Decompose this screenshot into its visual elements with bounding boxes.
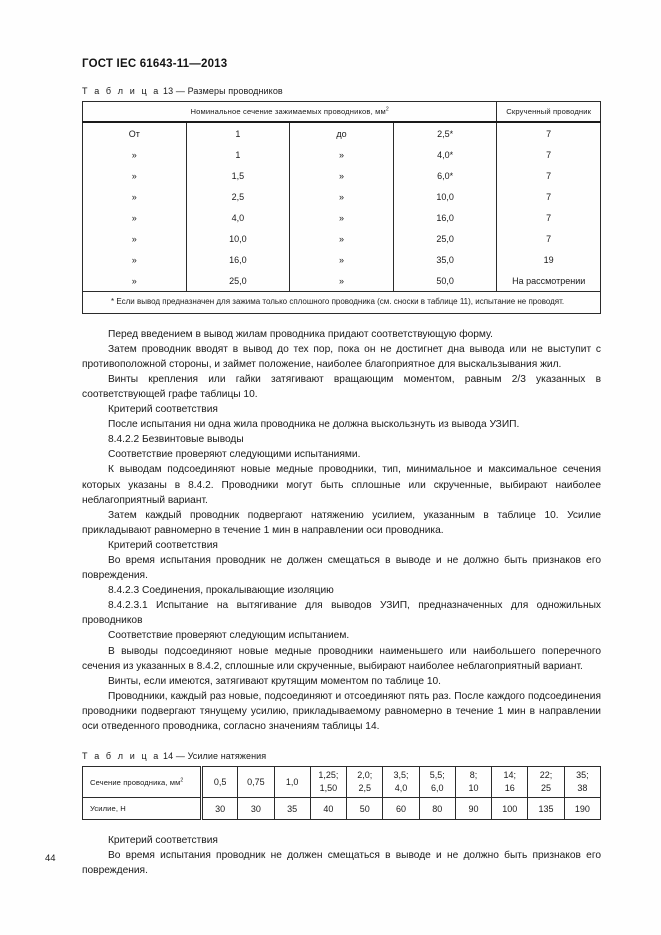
table13-cell-stranded: 7 [497, 207, 601, 228]
table13-cell-to-label: » [290, 165, 394, 186]
paragraph: Критерий соответствия [108, 835, 218, 847]
table13-caption-dash: — [175, 86, 185, 96]
table13-cell-from-value: 1 [186, 122, 290, 144]
table13-foot [83, 292, 601, 314]
table13-cell-to-value: 10,0 [393, 186, 497, 207]
table13-header-nominal [83, 102, 497, 123]
table14-caption-dash: — [175, 751, 185, 762]
table13-cell-to-label: » [290, 249, 394, 270]
table14-block [82, 751, 601, 820]
table14-cell-section: 5,5; 6,0 [419, 767, 455, 798]
table13-cell-from-value: 1,5 [186, 165, 290, 186]
table13-caption-number: 13 [163, 86, 174, 96]
table14-cell-section: 1,0 [274, 767, 310, 798]
table13-cell-from-value: 10,0 [186, 228, 290, 249]
tail-text-block [82, 833, 601, 878]
table13-cell-stranded: 7 [497, 165, 601, 186]
paragraph: В выводы подсоединяют новые медные проводники наименьшего или наибольшего поперечного сечения из указанных в 8.4.2, сплошные или скрученные, выбирают наиболее неблагоприятный вариант. [82, 645, 601, 672]
table13-header-nominal-text: Номинальное сечение зажимаемых проводников, мм [190, 107, 386, 116]
table13-caption-prefix: Т а б л и ц а [82, 86, 161, 96]
table14-cell-force: 50 [347, 798, 383, 820]
table13-cell-from-label: От [83, 122, 187, 144]
table13-cell-from-label: » [83, 144, 187, 165]
table13-cell-to-label: » [290, 270, 394, 292]
table-row [83, 186, 601, 207]
paragraph: Винты крепления или гайки затягивают вращающим моментом, равным 2/3 указанных в соответствующей графе таблицы 10. [82, 373, 601, 400]
table13-cell-stranded: 19 [497, 249, 601, 270]
table-row [83, 228, 601, 249]
table13-cell-to-label: » [290, 186, 394, 207]
paragraph: Во время испытания проводник не должен смещаться в выводе и не должно быть признаков его повреждения. [82, 850, 601, 877]
table14-caption-title: Усилие натяжения [187, 751, 267, 762]
table13-cell-stranded: 7 [497, 122, 601, 144]
table-row [83, 144, 601, 165]
table13-cell-to-value: 50,0 [393, 270, 497, 292]
table-row [83, 270, 601, 292]
paragraph: Затем проводник вводят в вывод до тех пор, пока он не достигнет дна вывода или не выступит с противоположной стороны, и займет положение, наиболее благоприятное для выскальзывания жил. [82, 343, 601, 370]
paragraph: Перед введением в вывод жилам проводника придают соответствующую форму. [108, 328, 493, 340]
table14-cell-force: 60 [383, 798, 419, 820]
table14-cell-section: 1,25; 1,50 [310, 767, 346, 798]
body-text-block [82, 327, 601, 735]
table14-caption-number: 14 [163, 751, 174, 762]
table14-body [83, 767, 601, 820]
table13-cell-to-value: 6,0* [393, 165, 497, 186]
table13-cell-from-value: 25,0 [186, 270, 290, 292]
table13-cell-to-value: 2,5* [393, 122, 497, 144]
table14-cell-section: 22; 25 [528, 767, 564, 798]
table14-cell-section: 14; 16 [492, 767, 528, 798]
table13-footnote-row [83, 292, 601, 314]
paragraph: 8.4.2.3 Соединения, прокалывающие изоляцию [108, 585, 334, 597]
table13-cell-to-value: 4,0* [393, 144, 497, 165]
table13-cell-stranded: 7 [497, 144, 601, 165]
table13-footnote: * Если вывод предназначен для зажима только сплошного проводника (см. сноски в таблице 11), испытание не проводят. [83, 292, 601, 314]
paragraph: Во время испытания проводник не должен смещаться в выводе и не должно быть признаков его повреждения. [82, 555, 601, 582]
paragraph: Затем каждый проводник подвергают натяжению усилием, указанным в таблице 10. Усилие прикладывают равномерно в течение 1 мин в направлении оси проводника. [82, 509, 601, 536]
table14-cell-force: 35 [274, 798, 310, 820]
table14-cell-force: 30 [202, 798, 238, 820]
table13-cell-from-value: 2,5 [186, 186, 290, 207]
table13-cell-to-label: » [290, 144, 394, 165]
page-header: ГОСТ IEC 61643-11—2013 [82, 58, 228, 70]
table13-cell-to-value: 35,0 [393, 249, 497, 270]
table13-cell-to-label: до [290, 122, 394, 144]
paragraph: Критерий соответствия [108, 404, 218, 416]
table13-cell-to-value: 25,0 [393, 228, 497, 249]
table13-caption-title: Размеры проводников [187, 86, 283, 96]
table14-cell-force: 190 [564, 798, 600, 820]
table13-header-nominal-sup: 2 [385, 106, 389, 113]
paragraph: Соответствие проверяют следующими испытаниями. [108, 449, 361, 461]
table14-cell-force: 80 [419, 798, 455, 820]
paragraph: Винты, если имеются, затягивают крутящим моментом по таблице 10. [108, 675, 441, 687]
table14-label-section-text: Сечение проводника, мм [90, 777, 181, 787]
table-row [83, 165, 601, 186]
table13-cell-from-label: » [83, 228, 187, 249]
table13-cell-from-label: » [83, 186, 187, 207]
table13-cell-from-value: 1 [186, 144, 290, 165]
table14-label-force: Усилие, Н [83, 798, 202, 820]
paragraph: 8.4.2.2 Безвинтовые выводы [108, 434, 244, 446]
table14-cell-section: 35; 38 [564, 767, 600, 798]
table13-head [83, 102, 601, 123]
table13-cell-to-label: » [290, 228, 394, 249]
paragraph: Критерий соответствия [108, 539, 218, 551]
table13-cell-stranded: На рассмотрении [497, 270, 601, 292]
paragraph: К выводам подсоединяют новые медные проводники, тип, минимальное и максимальное сечения которых указаны в 8.4.2. Проводники могут быть сплошные или скрученные, выбирают наиболее неблагоприятный вариант. [82, 464, 601, 506]
table13-cell-from-label: » [83, 165, 187, 186]
table14-cell-section: 8; 10 [455, 767, 491, 798]
table14-caption-prefix: Т а б л и ц а [82, 751, 161, 762]
table14-cell-force: 30 [238, 798, 274, 820]
table13-cell-to-value: 16,0 [393, 207, 497, 228]
table13-header-row [83, 102, 601, 123]
table14-cell-section: 0,75 [238, 767, 274, 798]
table13-cell-from-label: » [83, 207, 187, 228]
table14-cell-force: 100 [492, 798, 528, 820]
table13-cell-stranded: 7 [497, 186, 601, 207]
paragraph: 8.4.2.3.1 Испытание на вытягивание для выводов УЗИП, предназначенных для одножильных проводников [82, 600, 601, 627]
table13-cell-from-value: 16,0 [186, 249, 290, 270]
table13-body [83, 122, 601, 292]
paragraph: После испытания ни одна жила проводника не должна выскользнуть из вывода УЗИП. [108, 419, 520, 431]
table14-label-section-sup: 2 [180, 777, 184, 784]
table14-label-section [83, 767, 202, 798]
table13-header-stranded: Скрученный проводник [497, 102, 601, 123]
table14-cell-section: 2,0; 2,5 [347, 767, 383, 798]
table14-caption [82, 751, 601, 761]
paragraph: Проводники, каждый раз новые, подсоединяют и отсоединяют пять раз. После каждого подсоединения проводники подвергают тянущему усилию, прикладываемому равномерно в течение 1 мин в направлении оси отведенного проводника, согласно значениям таблицы 14. [82, 690, 601, 733]
table14-cell-section: 3,5; 4,0 [383, 767, 419, 798]
table13-cell-from-value: 4,0 [186, 207, 290, 228]
table13-caption [82, 86, 601, 96]
table-row [83, 249, 601, 270]
table14-section-row [83, 767, 601, 798]
table14-cell-force: 90 [455, 798, 491, 820]
table13-cell-stranded: 7 [497, 228, 601, 249]
table14-cell-force: 40 [310, 798, 346, 820]
table14-cell-force: 135 [528, 798, 564, 820]
table13-cell-to-label: » [290, 207, 394, 228]
table13-cell-from-label: » [83, 249, 187, 270]
table13 [82, 101, 601, 314]
page-number: 44 [45, 853, 56, 864]
table-row [83, 207, 601, 228]
table14 [82, 766, 601, 820]
table14-cell-section: 0,5 [202, 767, 238, 798]
table13-cell-from-label: » [83, 270, 187, 292]
page-content [82, 86, 601, 878]
table14-force-row [83, 798, 601, 820]
table-row [83, 122, 601, 144]
paragraph: Соответствие проверяют следующим испытанием. [108, 630, 350, 642]
